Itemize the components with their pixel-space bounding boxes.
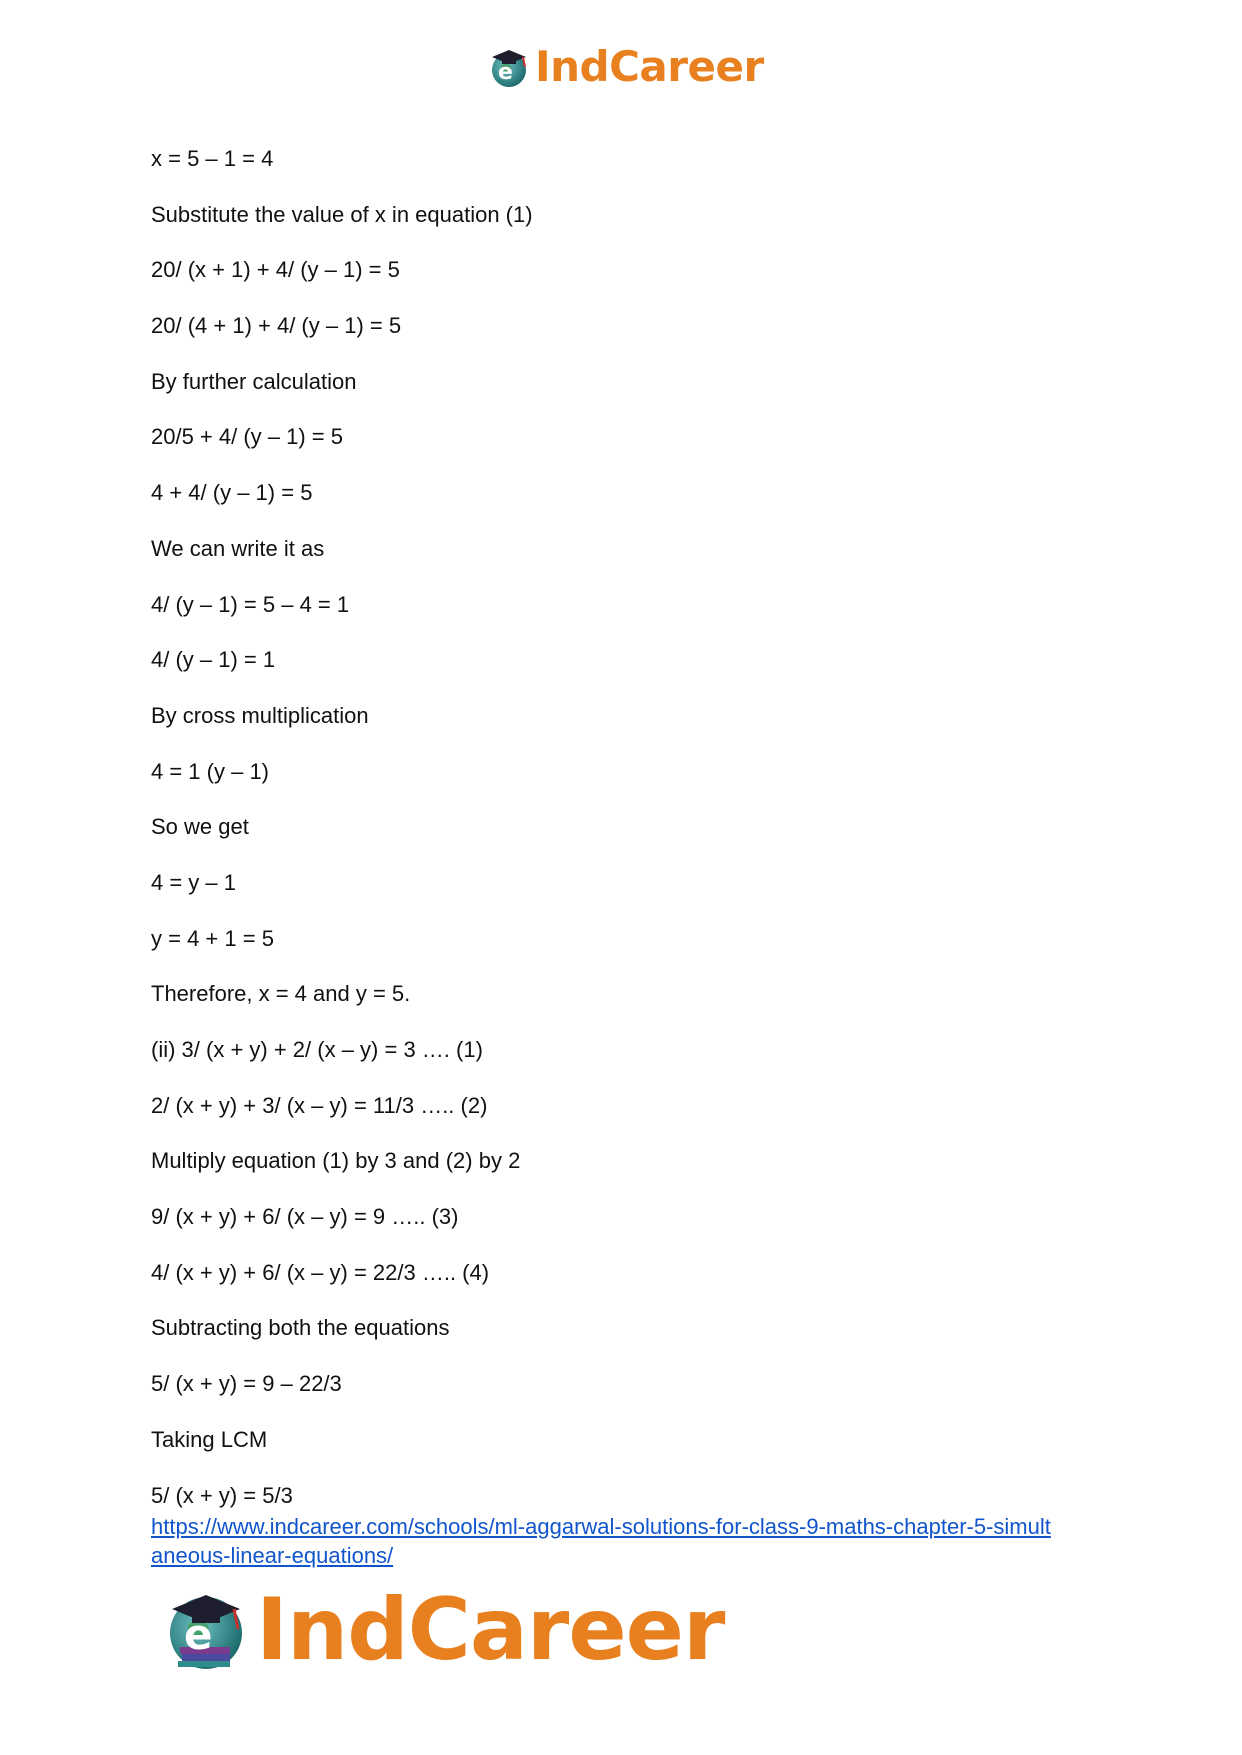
text-line: 4 = y – 1	[151, 869, 237, 895]
text-line: 5/ (x + y) = 9 – 22/3	[151, 1371, 342, 1397]
text-line: y = 4 + 1 = 5	[151, 925, 274, 951]
text-line: Subtracting both the equations	[151, 1315, 450, 1341]
text-line: 4/ (y – 1) = 1	[151, 647, 276, 673]
header-logo	[487, 42, 764, 92]
text-line: 2/ (x + y) + 3/ (x – y) = 11/3 ….. (2)	[151, 1092, 488, 1118]
text-line: Multiply equation (1) by 3 and (2) by 2	[151, 1148, 521, 1174]
text-line: 20/ (4 + 1) + 4/ (y – 1) = 5	[151, 313, 402, 339]
text-line: 20/ (x + 1) + 4/ (y – 1) = 5	[151, 257, 400, 283]
source-link-line-2[interactable]: aneous-linear-equations/	[151, 1543, 394, 1568]
text-line: 9/ (x + y) + 6/ (x – y) = 9 ….. (3)	[151, 1204, 459, 1230]
source-link-line-1[interactable]: https://www.indcareer.com/schools/ml-aggarwal-solutions-for-class-9-maths-chapter-5-simult	[151, 1514, 1051, 1539]
svg-text:e: e	[498, 60, 513, 85]
text-line: 5/ (x + y) = 5/3	[151, 1482, 293, 1508]
text-line: Therefore, x = 4 and y = 5.	[151, 981, 411, 1007]
text-line: 4 = 1 (y – 1)	[151, 758, 270, 784]
text-line: 4 + 4/ (y – 1) = 5	[151, 480, 313, 506]
graduation-globe-books-icon	[162, 1585, 252, 1675]
text-line: By cross multiplication	[151, 702, 369, 728]
text-line: (ii) 3/ (x + y) + 2/ (x – y) = 3 …. (1)	[151, 1037, 483, 1062]
text-line: 4/ (y – 1) = 5 – 4 = 1	[151, 591, 350, 617]
text-line: Taking LCM	[151, 1426, 268, 1452]
text-line: 20/5 + 4/ (y – 1) = 5	[151, 424, 344, 450]
document-body	[151, 146, 1111, 1538]
text-line: x = 5 – 1 = 4	[151, 146, 274, 171]
text-line: Substitute the value of x in equation (1)	[151, 201, 533, 227]
text-line: So we get	[151, 814, 249, 840]
source-link-block	[151, 1512, 1111, 1570]
graduation-globe-icon	[487, 44, 533, 90]
svg-text:e: e	[184, 1610, 213, 1659]
footer-logo-text: IndCareer	[256, 1580, 725, 1680]
footer-logo	[162, 1580, 724, 1680]
text-line: We can write it as	[151, 535, 325, 561]
text-line: 4/ (x + y) + 6/ (x – y) = 22/3 ….. (4)	[151, 1259, 490, 1285]
header-logo-text: IndCareer	[535, 42, 764, 91]
text-line: By further calculation	[151, 368, 357, 394]
